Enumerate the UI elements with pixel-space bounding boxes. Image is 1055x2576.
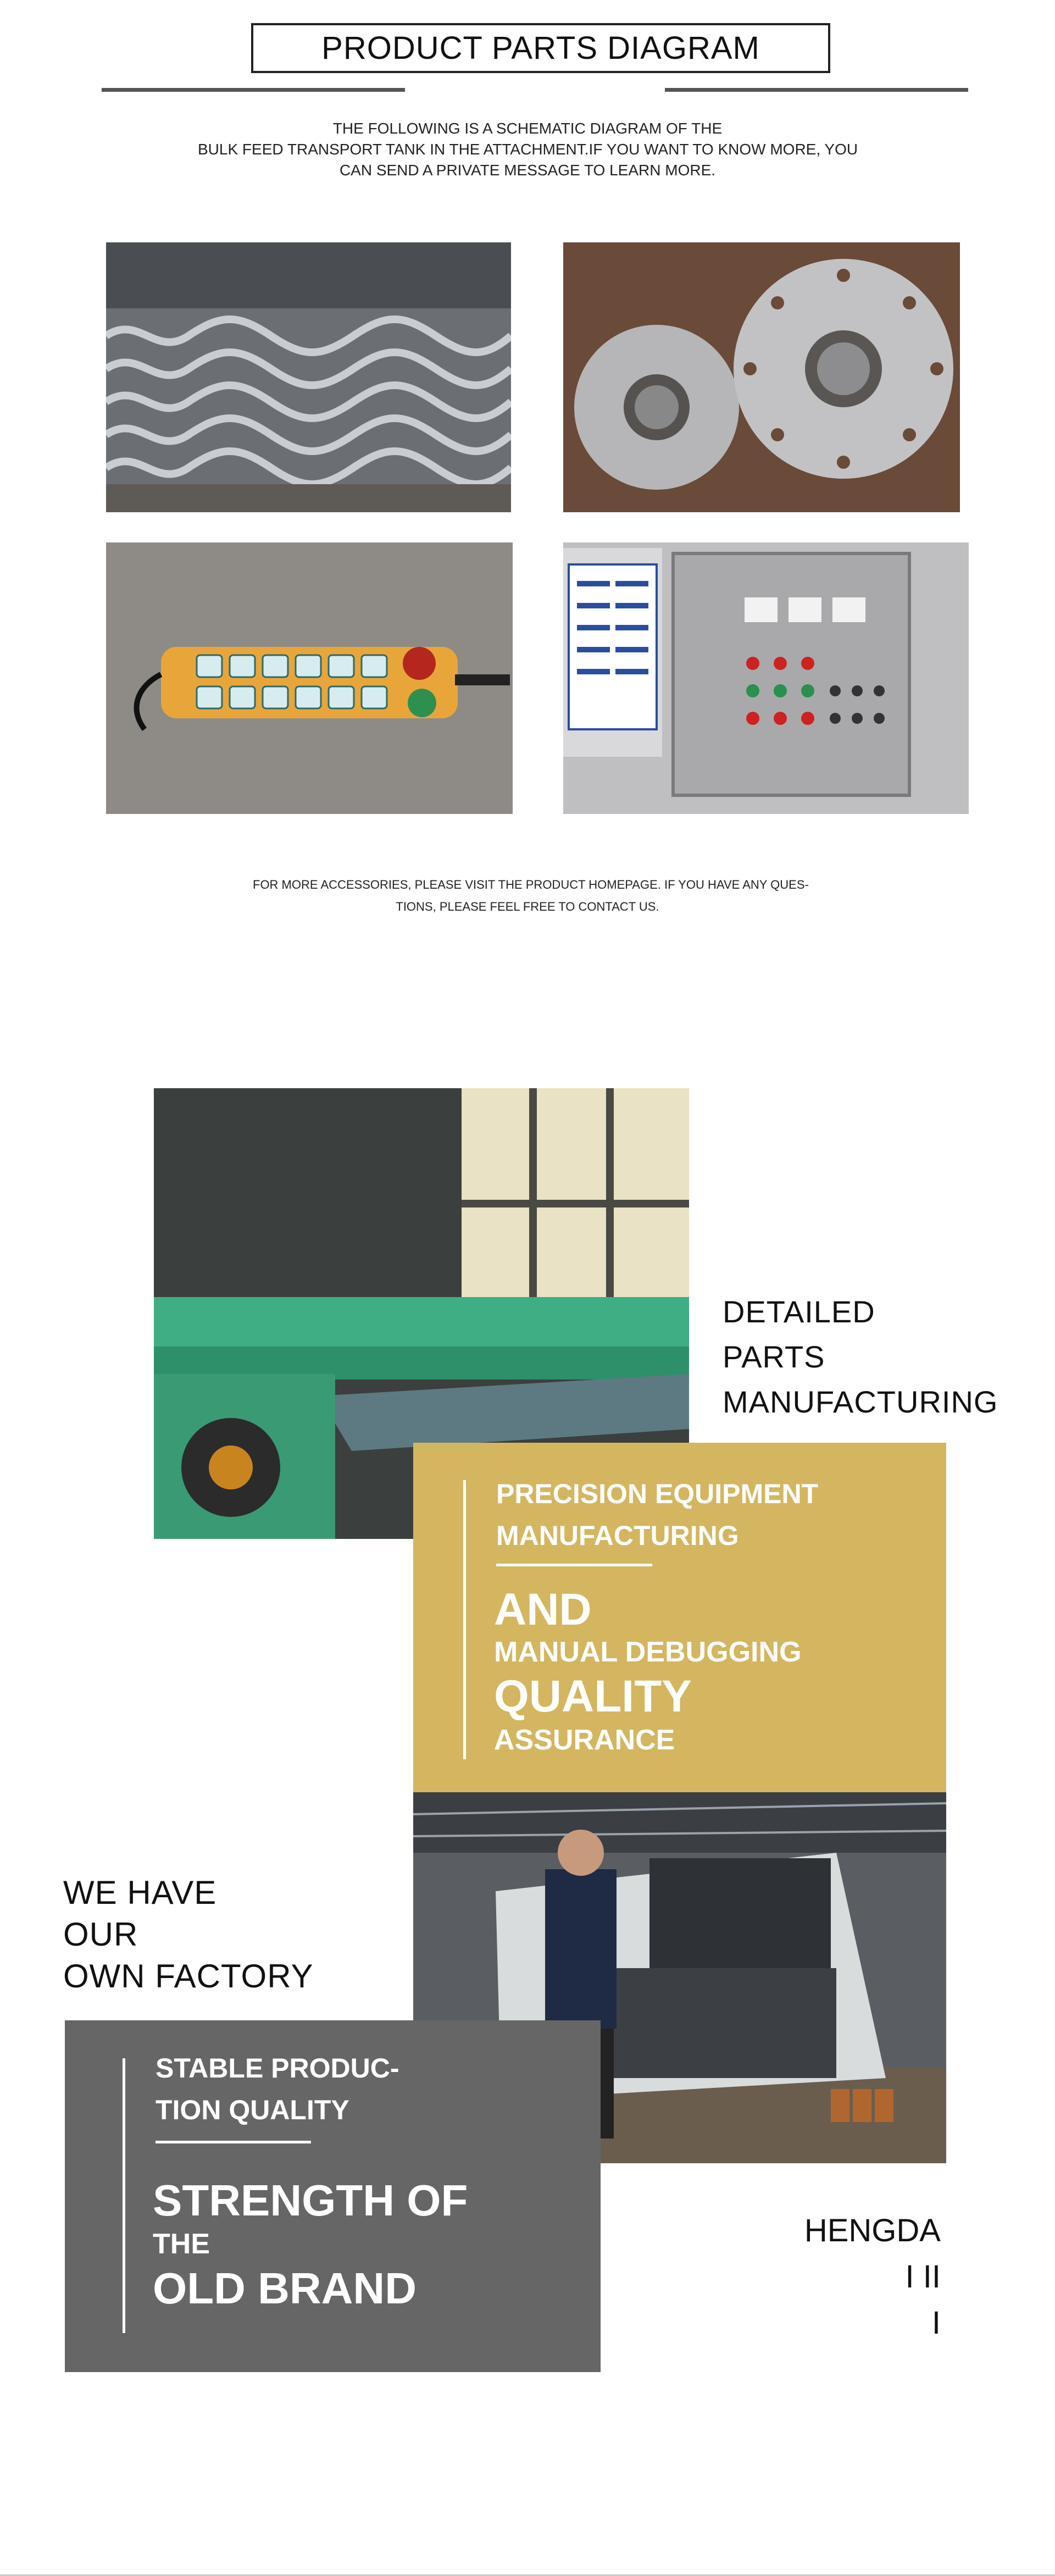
control-cabinet-photo: [563, 542, 969, 814]
grey-panel-line: TION QUALITY: [156, 2095, 349, 2125]
brand-mark: [804, 2208, 941, 2346]
heading-line: DETAILED: [723, 1294, 875, 1329]
intro-line: CAN SEND A PRIVATE MESSAGE TO LEARN MORE.: [339, 162, 716, 179]
header-rule-left: [102, 88, 405, 92]
grey-panel-horizontal-rule: [156, 2141, 311, 2143]
panel-line: MANUAL DEBUGGING: [494, 1636, 802, 1668]
brand-name: HENGDA: [804, 2213, 941, 2248]
heading-line: OUR: [63, 1916, 138, 1953]
intro-line: THE FOLLOWING IS A SCHEMATIC DIAGRAM OF THE: [332, 120, 723, 137]
grey-panel-line: STABLE PRODUC-: [156, 2053, 399, 2084]
panel-horizontal-rule: [496, 1564, 652, 1566]
grey-panel-highlight-block: [153, 2176, 468, 2314]
intro-line: BULK FEED TRANSPORT TANK IN THE ATTACHMENT.IF YOU WANT TO KNOW MORE, YOU: [198, 141, 858, 158]
heading-line: PARTS: [723, 1339, 825, 1374]
panel-line: PRECISION EQUIPMENT: [496, 1478, 819, 1509]
heading-line: OWN FACTORY: [63, 1958, 314, 1995]
page-title: PRODUCT PARTS DIAGRAM: [251, 23, 830, 73]
grey-panel-line: THE: [153, 2228, 210, 2260]
panel-big-text: AND: [494, 1585, 592, 1635]
flange-plates-photo: [563, 242, 960, 512]
accessories-note: [253, 874, 809, 918]
note-line: FOR MORE ACCESSORIES, PLEASE VISIT THE PRODUCT HOMEPAGE. IF YOU HAVE ANY QUES-: [253, 878, 809, 891]
remote-controller-photo: [106, 542, 513, 814]
note-line: TIONS, PLEASE FEEL FREE TO CONTACT US.: [396, 900, 659, 913]
detailed-manufacturing-heading: [723, 1289, 998, 1425]
panel-line: ASSURANCE: [494, 1724, 675, 1756]
panel-vertical-rule: [463, 1480, 466, 1759]
grey-panel-big-text: OLD BRAND: [153, 2264, 417, 2313]
brand-mark-line: I: [931, 2305, 941, 2341]
panel-line: MANUFACTURING: [496, 1520, 739, 1551]
brand-mark-line: I II: [905, 2259, 941, 2295]
screw-conveyor-spirals-photo: [106, 242, 511, 512]
own-factory-heading: [63, 1872, 314, 1997]
grey-panel-vertical-rule: [123, 2058, 125, 2333]
header-rule-right: [665, 88, 968, 92]
panel-text-block: [496, 1473, 818, 1556]
panel-big-text: QUALITY: [494, 1671, 692, 1721]
heading-line: MANUFACTURING: [723, 1384, 998, 1419]
grey-panel-big-text: STRENGTH OF: [153, 2176, 468, 2225]
panel-highlight-block: [494, 1586, 801, 1757]
heading-line: WE HAVE: [63, 1874, 217, 1911]
grey-panel-text-block: [156, 2047, 399, 2131]
intro-text: [198, 118, 857, 181]
